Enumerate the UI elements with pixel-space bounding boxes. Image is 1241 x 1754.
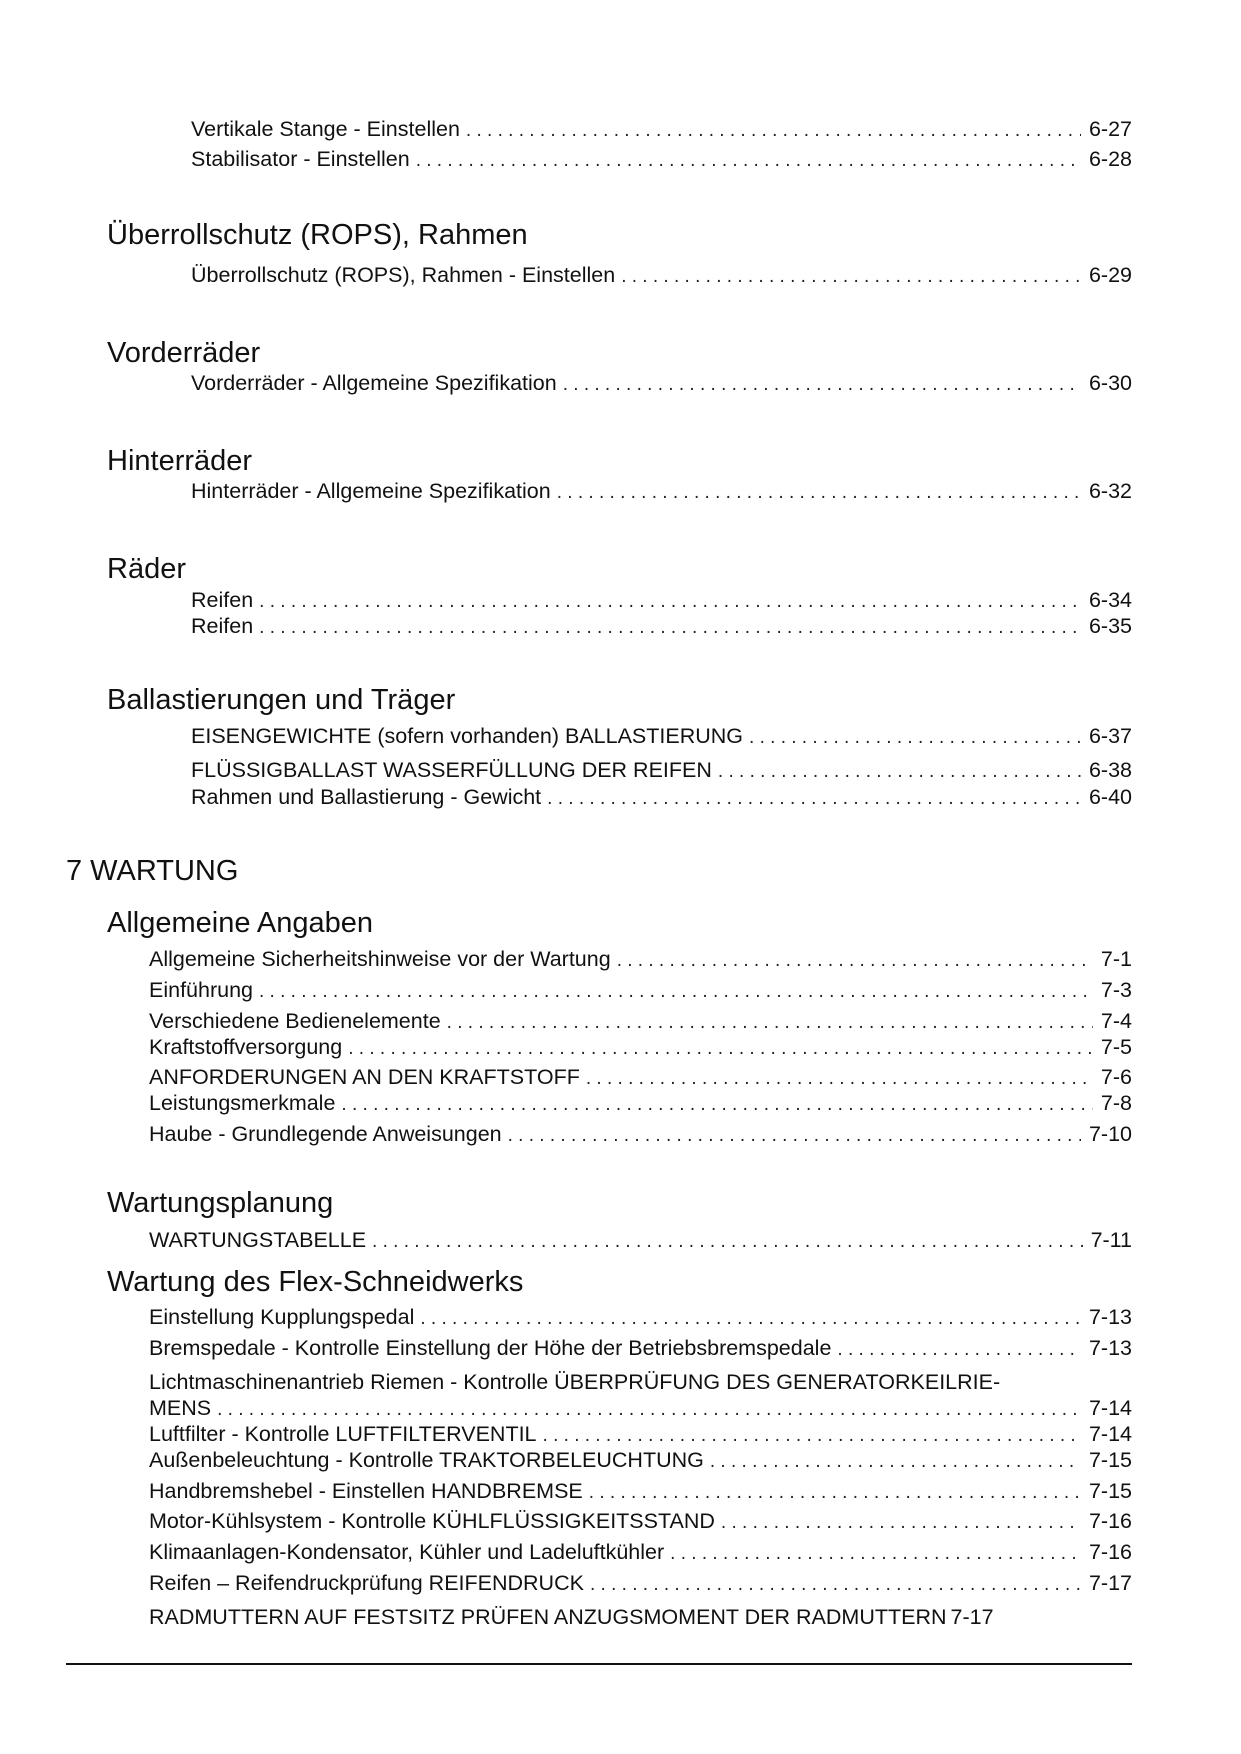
toc-entry-text: MENS xyxy=(149,1396,212,1420)
toc-entry-text: Vorderräder - Allgemeine Spezifikation xyxy=(191,371,557,395)
dot-leader xyxy=(557,480,1081,506)
dot-leader xyxy=(721,1510,1081,1536)
toc-entry-text: Überrollschutz (ROPS), Rahmen - Einstellen xyxy=(191,263,616,287)
toc-entry-page: 7-16 xyxy=(1088,1540,1132,1564)
toc-entry-text: RADMUTTERN AUF FESTSITZ PRÜFEN ANZUGSMOMENT DER RADMUTTERN xyxy=(149,1605,947,1629)
toc-entry-page: 7-13 xyxy=(1088,1336,1132,1360)
dot-leader xyxy=(670,1541,1081,1567)
toc-entry-page: 6-34 xyxy=(1088,588,1132,612)
toc-entry-text: Klimaanlagen-Kondensator, Kühler und Ladeluftkühler xyxy=(149,1540,665,1564)
section-heading: Vorderräder xyxy=(107,337,261,369)
toc-entry-page: 6-32 xyxy=(1088,479,1132,503)
toc-entry[interactable] xyxy=(149,1395,1132,1423)
toc-entry-page: 7-4 xyxy=(1100,1009,1132,1033)
toc-entry-page: 7-17 xyxy=(1088,1571,1132,1595)
toc-entry[interactable] xyxy=(191,587,1132,615)
toc-entry[interactable] xyxy=(191,478,1132,506)
dot-leader xyxy=(420,1306,1081,1332)
section-heading: Wartungsplanung xyxy=(107,1187,334,1219)
toc-entry-page: 6-30 xyxy=(1088,371,1132,395)
toc-entry[interactable] xyxy=(149,1064,1132,1092)
toc-entry-page: 6-40 xyxy=(1088,785,1132,809)
toc-entry[interactable] xyxy=(149,1121,1132,1149)
dot-leader xyxy=(710,1449,1081,1475)
toc-entry-page: 7-13 xyxy=(1088,1305,1132,1329)
toc-entry[interactable] xyxy=(149,1447,1132,1475)
toc-entry-text-continued[interactable]: Lichtmaschinenantrieb Riemen - Kontrolle ÜBERPRÜFUNG DES GENERATORKEILRIE- xyxy=(149,1370,1001,1394)
toc-entry-page: 7-15 xyxy=(1088,1448,1132,1472)
dot-leader xyxy=(508,1123,1081,1149)
toc-entry[interactable] xyxy=(149,1304,1132,1332)
toc-entry[interactable] xyxy=(191,613,1132,641)
dot-leader xyxy=(416,148,1081,174)
toc-entry-page: 7-15 xyxy=(1088,1479,1132,1503)
dot-leader xyxy=(341,1092,1093,1118)
section-heading: Ballastierungen und Träger xyxy=(107,684,456,716)
toc-entry[interactable] xyxy=(149,977,1132,1005)
dot-leader xyxy=(259,979,1093,1005)
toc-entry-text: Handbremshebel - Einstellen HANDBREMSE xyxy=(149,1479,583,1503)
toc-entry[interactable] xyxy=(149,1478,1132,1506)
toc-entry-page: 7-17 xyxy=(950,1605,994,1629)
toc-entry-text: Reifen xyxy=(191,614,254,638)
dot-leader xyxy=(543,1423,1081,1449)
toc-entry-page: 6-29 xyxy=(1088,263,1132,287)
toc-entry-page: 7-16 xyxy=(1088,1509,1132,1533)
toc-entry-text: Bremspedale - Kontrolle Einstellung der Höhe der Betriebsbremspedale xyxy=(149,1336,832,1360)
toc-entry-text: Allgemeine Sicherheitshinweise vor der Wartung xyxy=(149,947,611,971)
toc-entry[interactable] xyxy=(149,1227,1132,1255)
dot-leader xyxy=(718,759,1081,785)
toc-entry-text: Außenbeleuchtung - Kontrolle TRAKTORBELEUCHTUNG xyxy=(149,1448,704,1472)
dot-leader xyxy=(563,372,1081,398)
dot-leader xyxy=(348,1036,1093,1062)
toc-entry-text: Vertikale Stange - Einstellen xyxy=(191,117,460,141)
toc-entry-page: 7-11 xyxy=(1090,1228,1132,1252)
toc-entry[interactable] xyxy=(191,723,1132,751)
toc-entry-page: 6-37 xyxy=(1088,724,1132,748)
dot-leader xyxy=(617,948,1093,974)
section-heading: Hinterräder xyxy=(107,445,253,477)
toc-entry-page: 6-35 xyxy=(1088,614,1132,638)
toc-entry[interactable] xyxy=(149,1335,1132,1363)
toc-entry-page: 7-6 xyxy=(1100,1065,1132,1089)
dot-leader xyxy=(447,1010,1093,1036)
toc-entry-text: Reifen xyxy=(191,588,254,612)
toc-entry[interactable] xyxy=(149,1570,1132,1598)
dot-leader xyxy=(372,1229,1083,1255)
toc-entry-page: 7-3 xyxy=(1100,978,1132,1002)
toc-entry-text: Luftfilter - Kontrolle LUFTFILTERVENTIL xyxy=(149,1422,537,1446)
dot-leader xyxy=(547,786,1081,812)
toc-entry[interactable] xyxy=(149,1539,1132,1567)
toc-entry-text: Reifen – Reifendruckprüfung REIFENDRUCK xyxy=(149,1571,584,1595)
toc-entry[interactable] xyxy=(149,1508,1132,1536)
toc-entry-page: 7-10 xyxy=(1088,1122,1132,1146)
toc-entry-text: WARTUNGSTABELLE xyxy=(149,1228,367,1252)
section-heading: Wartung des Flex-Schneidwerks xyxy=(107,1266,524,1298)
toc-entry-text: Leistungsmerkmale xyxy=(149,1091,336,1115)
section-heading: Überrollschutz (ROPS), Rahmen xyxy=(107,219,528,251)
dot-leader xyxy=(466,118,1081,144)
toc-entry-page: 6-27 xyxy=(1088,117,1132,141)
toc-entry[interactable] xyxy=(191,146,1132,174)
toc-entry[interactable] xyxy=(191,370,1132,398)
toc-entry-page: 7-5 xyxy=(1100,1035,1132,1059)
toc-entry-text: Einstellung Kupplungspedal xyxy=(149,1305,415,1329)
toc-entry[interactable] xyxy=(149,1034,1132,1062)
toc-entry-text: Rahmen und Ballastierung - Gewicht xyxy=(191,785,542,809)
dot-leader xyxy=(621,264,1081,290)
toc-entry-page: 7-14 xyxy=(1088,1422,1132,1446)
toc-entry[interactable] xyxy=(149,1090,1132,1118)
toc-entry[interactable] xyxy=(149,1421,1132,1449)
toc-entry-text: Stabilisator - Einstellen xyxy=(191,147,410,171)
section-heading: Räder xyxy=(107,553,186,585)
dot-leader xyxy=(259,615,1081,641)
section-heading: Allgemeine Angaben xyxy=(107,907,374,939)
toc-entry-text: Hinterräder - Allgemeine Spezifikation xyxy=(191,479,551,503)
toc-entry-page: 7-1 xyxy=(1100,947,1132,971)
dot-leader xyxy=(217,1397,1081,1423)
footer-rule xyxy=(66,1663,1132,1665)
toc-entry-text: Verschiedene Bedienelemente xyxy=(149,1009,441,1033)
toc-entry-text: EISENGEWICHTE (sofern vorhanden) BALLASTIERUNG xyxy=(191,724,744,748)
toc-entry[interactable] xyxy=(149,1604,1132,1630)
dot-leader xyxy=(586,1066,1093,1092)
toc-entry[interactable] xyxy=(149,946,1132,974)
toc-entry-text: Haube - Grundlegende Anweisungen xyxy=(149,1122,502,1146)
toc-entry-text: Kraftstoffversorgung xyxy=(149,1035,343,1059)
dot-leader xyxy=(589,1480,1081,1506)
toc-entry[interactable] xyxy=(191,262,1132,290)
dot-leader xyxy=(590,1572,1081,1598)
toc-entry[interactable] xyxy=(149,1008,1132,1036)
toc-entry-page: 7-8 xyxy=(1100,1091,1132,1115)
toc-entry-text: FLÜSSIGBALLAST WASSERFÜLLUNG DER REIFEN xyxy=(191,758,712,782)
dot-leader xyxy=(749,725,1081,751)
chapter-title: 7 WARTUNG xyxy=(66,855,239,887)
toc-entry[interactable] xyxy=(191,784,1132,812)
dot-leader xyxy=(259,589,1081,615)
dot-leader xyxy=(837,1337,1081,1363)
toc-entry-text: Einführung xyxy=(149,978,253,1002)
toc-entry-page: 7-14 xyxy=(1088,1396,1132,1420)
toc-entry-text: Motor-Kühlsystem - Kontrolle KÜHLFLÜSSIGKEITSSTAND xyxy=(149,1509,715,1533)
toc-entry[interactable] xyxy=(191,116,1132,144)
toc-entry-page: 6-38 xyxy=(1088,758,1132,782)
toc-entry[interactable] xyxy=(191,757,1132,785)
toc-entry-page: 6-28 xyxy=(1088,147,1132,171)
toc-entry-text: ANFORDERUNGEN AN DEN KRAFTSTOFF xyxy=(149,1065,580,1089)
